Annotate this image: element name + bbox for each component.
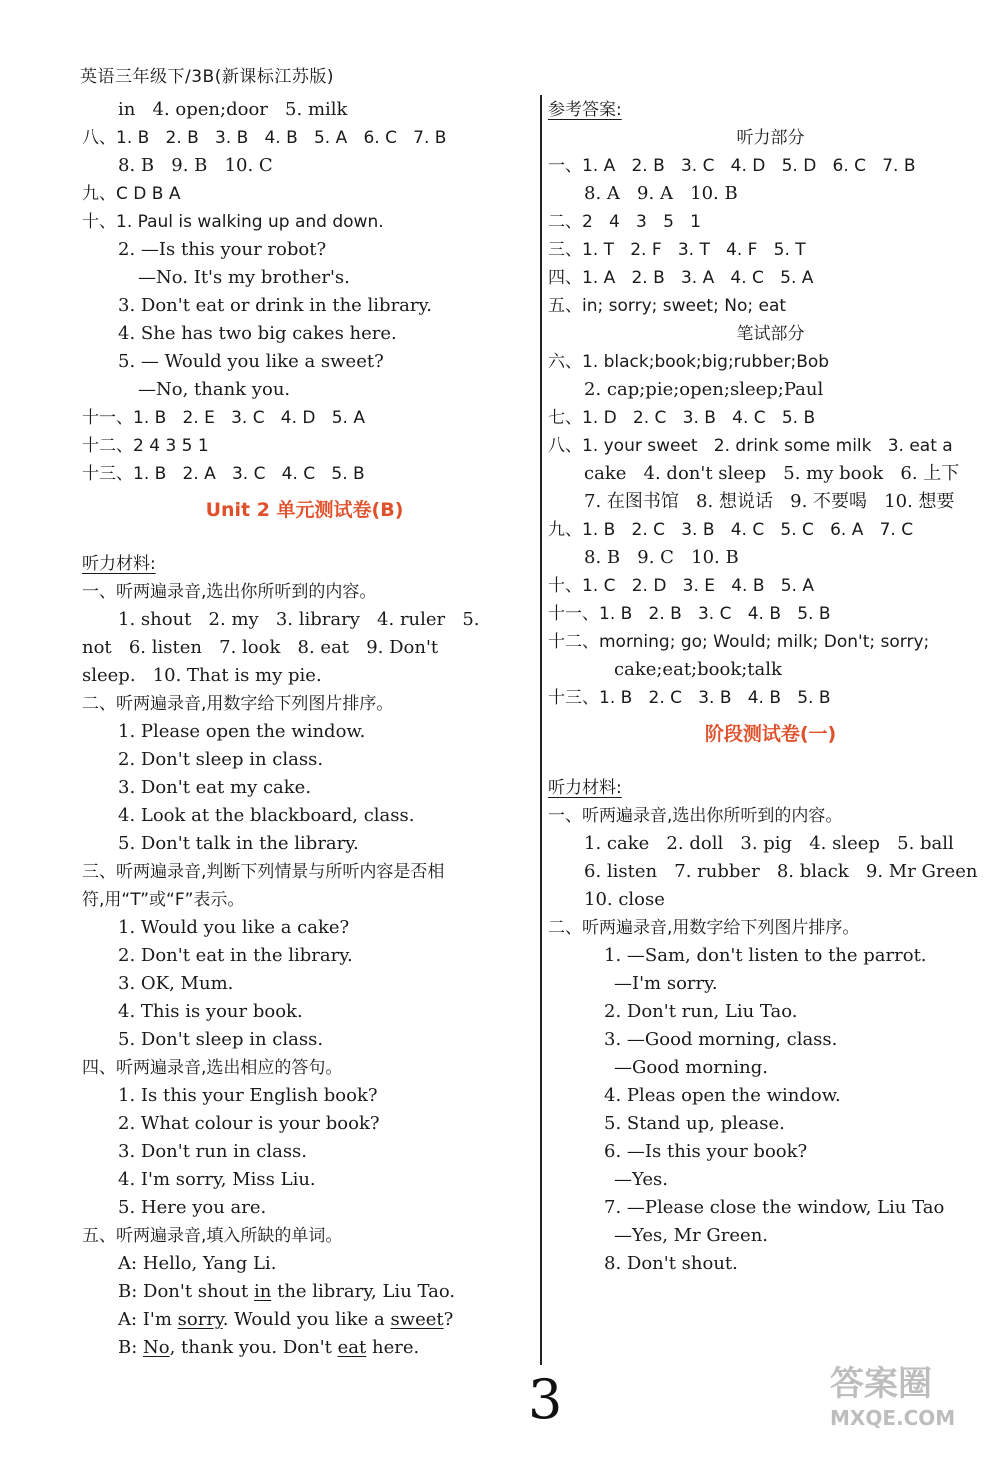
written-part-heading: 笔试部分 xyxy=(736,324,805,344)
s2-line: —Good morning. xyxy=(614,1057,768,1078)
ref-answer-8: 八、1. your sweet 2. drink some milk 3. eat a xyxy=(548,436,953,456)
answer-shier: 十二、2 4 3 5 1 xyxy=(82,436,209,456)
q2-line-1: 1. Please open the window. xyxy=(118,721,366,742)
page-header: 英语三年级下/3B(新课标江苏版) xyxy=(80,67,334,87)
page-number: 3 xyxy=(528,1368,563,1431)
s2-line: 6. —Is this your book? xyxy=(604,1141,808,1162)
q2-line-4: 4. Look at the blackboard, class. xyxy=(118,805,415,826)
ref-answer-3: 三、1. T 2. F 3. T 4. F 5. T xyxy=(548,240,806,260)
q5-line-1: A: Hello, Yang Li. xyxy=(118,1253,277,1274)
s1-line-2: 6. listen 7. rubber 8. black 9. Mr Green xyxy=(584,861,978,882)
unit-title: Unit 2 单元测试卷(B) xyxy=(205,499,404,521)
q2-title: 二、听两遍录音,用数字给下列图片排序。 xyxy=(82,694,394,714)
q3-line-4: 4. This is your book. xyxy=(118,1001,303,1022)
s2-line: 4. Pleas open the window. xyxy=(604,1085,841,1106)
q3-line-5: 5. Don't sleep in class. xyxy=(118,1029,324,1050)
blank-answer: sorry xyxy=(177,1309,223,1330)
q1-line-2: not 6. listen 7. look 8. eat 9. Don't xyxy=(82,637,439,658)
answer-shi-1: 十、1. Paul is walking up and down. xyxy=(82,212,384,232)
q3-line-2: 2. Don't eat in the library. xyxy=(118,945,353,966)
answer-shi-6: 5. — Would you like a sweet? xyxy=(118,351,384,372)
s2-line: 1. —Sam, don't listen to the parrot. xyxy=(604,945,927,966)
q5-line-2: B: Don't shout in the library, Liu Tao. xyxy=(118,1281,456,1302)
svg-text:答案圈: 答案圈 xyxy=(830,1364,932,1404)
svg-text:MXQE.COM: MXQE.COM xyxy=(830,1406,956,1430)
left-column xyxy=(82,96,527,1362)
s1-line-3: 10. close xyxy=(584,889,665,910)
ref-answer-8c: 7. 在图书馆 8. 想说话 9. 不要喝 10. 想要 xyxy=(584,491,955,512)
answer-shi-5: 4. She has two big cakes here. xyxy=(118,323,397,344)
blank-answer: sweet xyxy=(390,1309,444,1330)
s2-list xyxy=(548,942,993,1278)
column-divider xyxy=(540,95,542,1365)
q3-title-2: 符,用“T”或“F”表示。 xyxy=(82,890,245,910)
s2-line: —Yes, Mr Green. xyxy=(614,1225,769,1246)
ref-answer-9: 九、1. B 2. C 3. B 4. C 5. C 6. A 7. C xyxy=(548,520,914,540)
q3-line-1: 1. Would you like a cake? xyxy=(118,917,350,938)
ref-answer-12b: cake;eat;book;talk xyxy=(614,659,782,680)
right-column xyxy=(548,96,993,1278)
q4-line-2: 2. What colour is your book? xyxy=(118,1113,380,1134)
answer-ba-2: 8. B 9. B 10. C xyxy=(118,155,273,176)
s1-title: 一、听两遍录音,选出你所听到的内容。 xyxy=(548,806,843,826)
ref-answer-7: 七、1. D 2. C 3. B 4. C 5. B xyxy=(548,408,816,428)
ref-answer-4: 四、1. A 2. B 3. A 4. C 5. A xyxy=(548,268,814,288)
s2-line: 5. Stand up, please. xyxy=(604,1113,785,1134)
answer-shi-2: 2. —Is this your robot? xyxy=(118,239,327,260)
answer-shi-3: —No. It's my brother's. xyxy=(138,267,350,288)
blank-answer: No xyxy=(143,1337,170,1358)
listening-heading: 听力材料: xyxy=(82,554,156,574)
ref-answer-10: 十、1. C 2. D 3. E 4. B 5. A xyxy=(548,576,814,596)
ref-answer-8b: cake 4. don't sleep 5. my book 6. 上下 xyxy=(584,463,960,484)
listening-part-heading: 听力部分 xyxy=(736,128,805,148)
q2-line-2: 2. Don't sleep in class. xyxy=(118,749,324,770)
q4-line-3: 3. Don't run in class. xyxy=(118,1141,308,1162)
listening-heading: 听力材料: xyxy=(548,778,622,798)
s1-line-1: 1. cake 2. doll 3. pig 4. sleep 5. ball xyxy=(584,833,954,854)
q4-line-5: 5. Here you are. xyxy=(118,1197,267,1218)
answer-shiyi: 十一、1. B 2. E 3. C 4. D 5. A xyxy=(82,408,365,428)
s2-line: —Yes. xyxy=(614,1169,668,1190)
q1-line-1: 1. shout 2. my 3. library 4. ruler 5. xyxy=(118,609,480,630)
blank-answer: eat xyxy=(337,1337,367,1358)
q5-title: 五、听两遍录音,填入所缺的单词。 xyxy=(82,1226,343,1246)
ref-answer-9b: 8. B 9. C 10. B xyxy=(584,547,739,568)
q1-title: 一、听两遍录音,选出你所听到的内容。 xyxy=(82,582,377,602)
answer-ba: 八、1. B 2. B 3. B 4. B 5. A 6. C 7. B xyxy=(82,128,447,148)
answer-jiu: 九、C D B A xyxy=(82,184,181,204)
answer-continuation: in 4. open;door 5. milk xyxy=(118,99,348,120)
watermark-logo xyxy=(822,1353,982,1433)
ref-answer-5: 五、in; sorry; sweet; No; eat xyxy=(548,296,787,316)
stage-test-title: 阶段测试卷(一) xyxy=(704,723,837,745)
ref-answer-1b: 8. A 9. A 10. B xyxy=(584,183,738,204)
reference-answers-heading: 参考答案: xyxy=(548,100,622,120)
q4-title: 四、听两遍录音,选出相应的答句。 xyxy=(82,1058,343,1078)
s2-line: —I'm sorry. xyxy=(614,973,718,994)
ref-answer-2: 二、2 4 3 5 1 xyxy=(548,212,701,232)
s2-title: 二、听两遍录音,用数字给下列图片排序。 xyxy=(548,918,860,938)
answer-shisan: 十三、1. B 2. A 3. C 4. C 5. B xyxy=(82,464,365,484)
s2-line: 2. Don't run, Liu Tao. xyxy=(604,1001,798,1022)
s2-line: 3. —Good morning, class. xyxy=(604,1029,838,1050)
answer-shi-7: —No, thank you. xyxy=(138,379,291,400)
s2-line: 8. Don't shout. xyxy=(604,1253,738,1274)
q1-line-3: sleep. 10. That is my pie. xyxy=(82,665,322,686)
ref-answer-6: 六、1. black;book;big;rubber;Bob xyxy=(548,352,830,372)
s2-line: 7. —Please close the window, Liu Tao xyxy=(604,1197,945,1218)
q2-line-5: 5. Don't talk in the library. xyxy=(118,833,359,854)
q4-line-4: 4. I'm sorry, Miss Liu. xyxy=(118,1169,316,1190)
ref-answer-1: 一、1. A 2. B 3. C 4. D 5. D 6. C 7. B xyxy=(548,156,916,176)
q3-line-3: 3. OK, Mum. xyxy=(118,973,234,994)
q5-line-4: B: No, thank you. Don't eat here. xyxy=(118,1337,420,1358)
ref-answer-6b: 2. cap;pie;open;sleep;Paul xyxy=(584,379,824,400)
q5-line-3: A: I'm sorry. Would you like a sweet? xyxy=(118,1309,454,1330)
ref-answer-12: 十二、morning; go; Would; milk; Don't; sorry; xyxy=(548,632,930,652)
q2-line-3: 3. Don't eat my cake. xyxy=(118,777,312,798)
ref-answer-13: 十三、1. B 2. C 3. B 4. B 5. B xyxy=(548,688,831,708)
blank-answer: in xyxy=(254,1281,272,1302)
answer-shi-4: 3. Don't eat or drink in the library. xyxy=(118,295,433,316)
ref-answer-11: 十一、1. B 2. B 3. C 4. B 5. B xyxy=(548,604,831,624)
q4-line-1: 1. Is this your English book? xyxy=(118,1085,378,1106)
q3-title: 三、听两遍录音,判断下列情景与所听内容是否相 xyxy=(82,862,445,882)
